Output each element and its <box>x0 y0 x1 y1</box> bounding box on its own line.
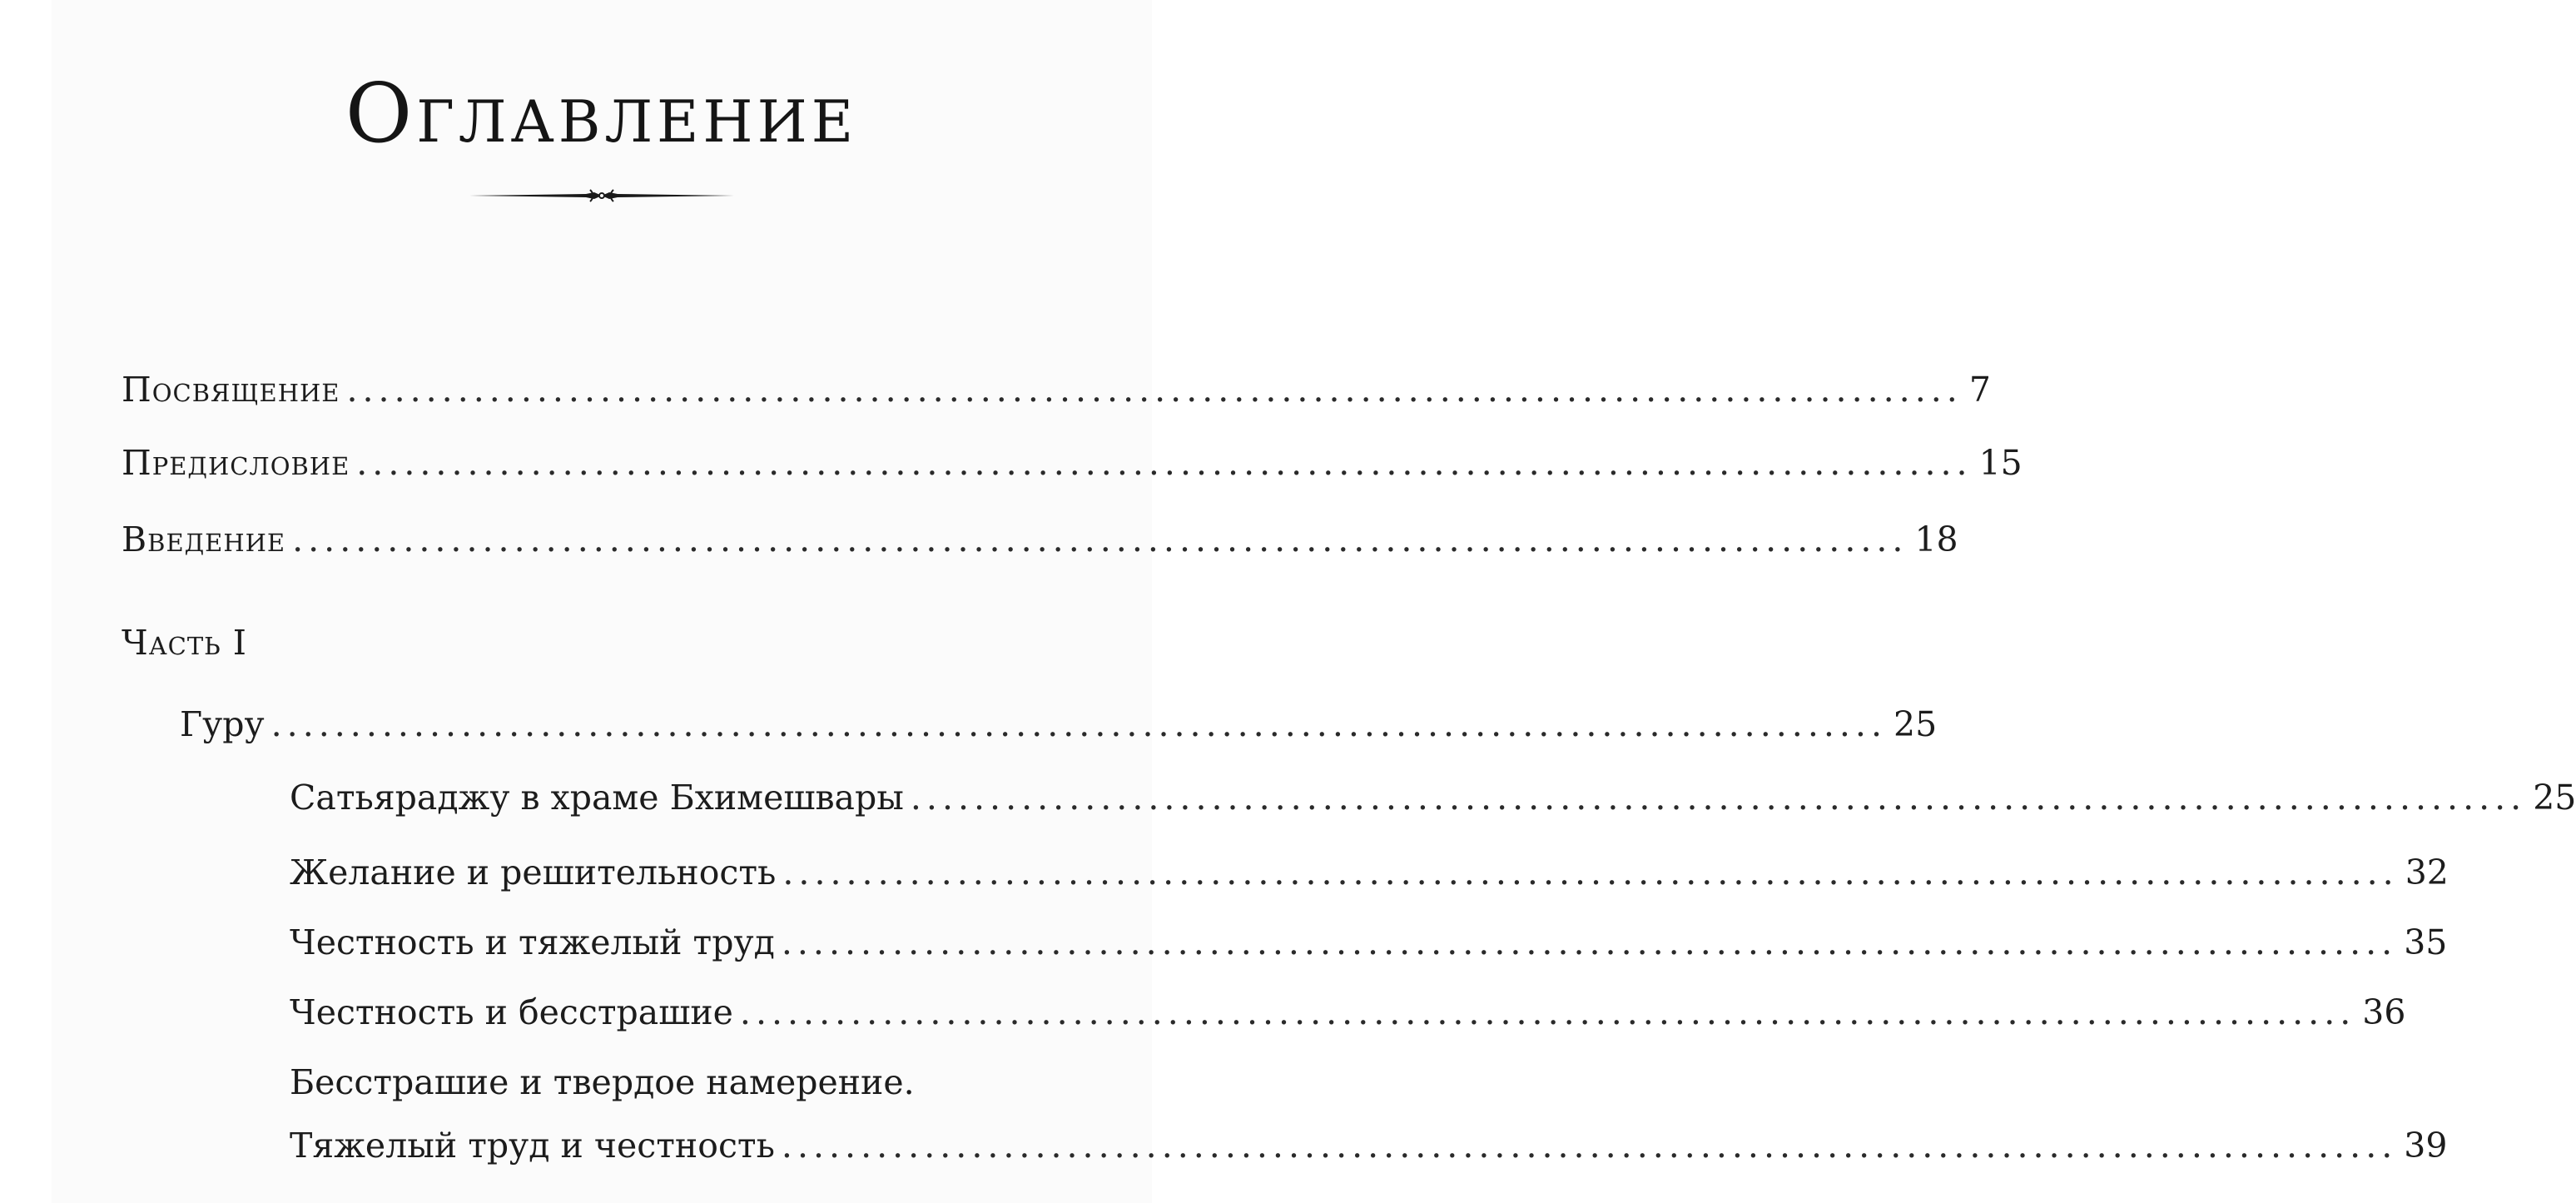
toc-entry-label: Честность и тяжелый труд <box>290 922 775 962</box>
toc-entry-label: Честность и бесстрашие <box>290 992 733 1032</box>
toc-entry-label: Гуру <box>180 704 265 744</box>
toc-entry[interactable] <box>122 370 1991 410</box>
dot-leader: ...................................................................................................... <box>356 443 1973 483</box>
toc-page-number: 7 <box>1968 370 1991 410</box>
toc-page-number: 25 <box>2533 778 2576 818</box>
page-title: Оглавление <box>345 67 858 162</box>
toc-entry[interactable] <box>290 1126 2448 1166</box>
dot-leader: ...................................................................................................... <box>271 704 1887 744</box>
toc-entry-label: Введение <box>122 519 286 559</box>
dot-leader: ...................................................................................................... <box>292 519 1908 559</box>
toc-entry-label: Тяжелый труд и честность <box>290 1126 775 1166</box>
toc-page-number: 39 <box>2404 1126 2448 1166</box>
toc-entry-label-line1: Бесстрашие и твердое намерение. <box>290 1062 915 1102</box>
part-heading: Часть I <box>122 623 247 663</box>
dot-leader: ...................................................................................................... <box>910 778 2527 818</box>
toc-entry[interactable] <box>122 443 2023 483</box>
toc-entry[interactable] <box>290 853 2449 892</box>
dot-leader: ...................................................................................................... <box>782 853 2399 892</box>
toc-entry[interactable] <box>290 992 2406 1032</box>
toc-entry-label: Предисловие <box>122 443 350 483</box>
toc-page-number: 15 <box>1978 443 2023 483</box>
toc-entry-label: Посвящение <box>122 370 340 410</box>
toc-page-number: 35 <box>2404 922 2448 962</box>
toc-page-number: 25 <box>1893 704 1938 744</box>
toc-page-number: 32 <box>2405 853 2449 892</box>
toc-entry[interactable] <box>290 778 2576 818</box>
toc-entry[interactable] <box>180 704 1938 744</box>
toc-entry-label: Желание и решительность <box>290 853 777 892</box>
dot-leader: ...................................................................................................... <box>739 992 2356 1032</box>
toc-entry-label: Сатьяраджу в храме Бхимешвары <box>290 778 904 818</box>
toc-entry[interactable] <box>290 922 2448 962</box>
dot-leader: ...................................................................................................... <box>346 370 1963 410</box>
dot-leader: ...................................................................................................... <box>781 1126 2398 1166</box>
toc-page-number: 36 <box>2362 992 2406 1032</box>
dot-leader: ...................................................................................................... <box>781 922 2398 962</box>
toc-page-number: 18 <box>1914 519 1958 559</box>
toc-entry[interactable] <box>122 519 1958 559</box>
